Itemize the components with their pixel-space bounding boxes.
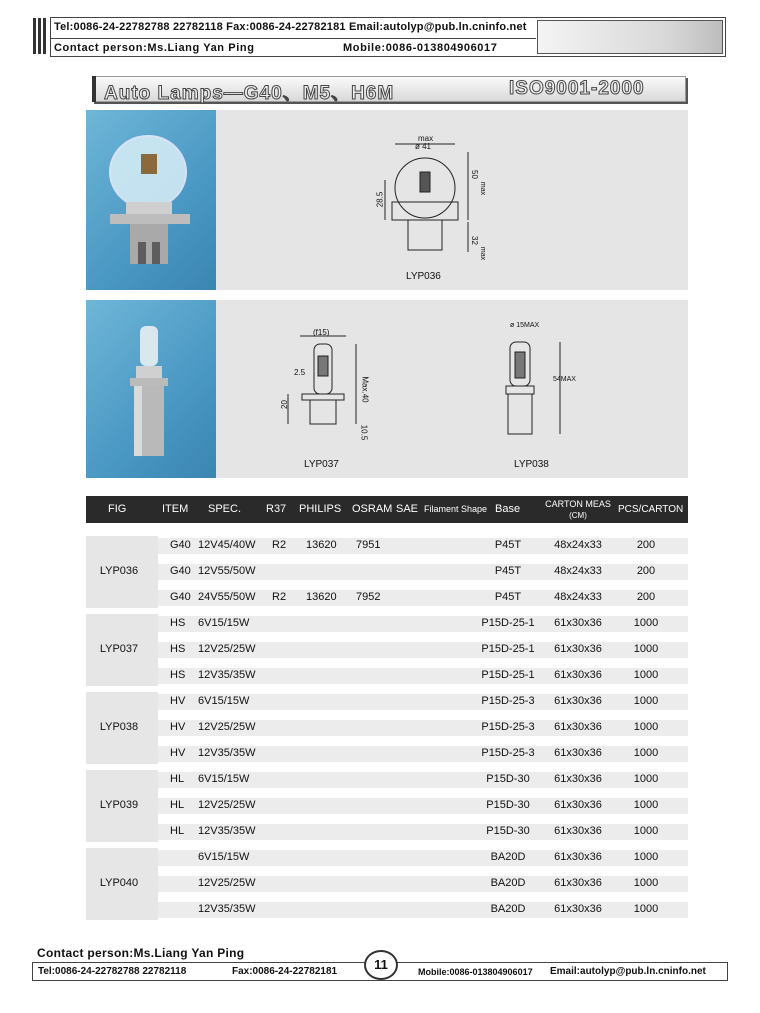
- cell-item: G40: [170, 591, 191, 603]
- footer-mobile: Mobile:0086-013804906017: [418, 967, 533, 977]
- cell-spec: 12V25/25W: [198, 721, 256, 733]
- cell-pcs: 1000: [633, 773, 659, 785]
- col-osram: OSRAM: [352, 503, 393, 515]
- dim-pin-lyp037: 10.5: [359, 424, 369, 441]
- cell-item: HL: [170, 773, 185, 785]
- cell-pcs: 1000: [633, 695, 659, 707]
- col-filament-shape: Filament Shape: [424, 504, 488, 514]
- cell-item: HS: [170, 643, 186, 655]
- cell-base: P15D-25-1: [481, 617, 535, 629]
- cell-meas: 61x30x36: [554, 721, 602, 733]
- cell-base: BA20D: [490, 851, 526, 863]
- cell-meas: 61x30x36: [554, 825, 602, 837]
- cell-pcs: 1000: [633, 643, 659, 655]
- cell-base: P45T: [494, 539, 522, 551]
- header-mobile: Mobile:0086-013804906017: [343, 42, 498, 54]
- cell-spec: 6V15/15W: [198, 617, 250, 629]
- cell-pcs: 200: [636, 539, 656, 551]
- dim-diameter-lyp036: ø 41: [415, 142, 432, 151]
- cell-item: HL: [170, 799, 185, 811]
- cell-philips: 13620: [306, 539, 337, 551]
- cell-meas: 61x30x36: [554, 643, 602, 655]
- cell-spec: 12V35/35W: [198, 669, 256, 681]
- drawing-label-lyp036: LYP036: [406, 271, 441, 282]
- header-contact-person: Contact person:Ms.Liang Yan Ping: [54, 42, 255, 54]
- cell-base: BA20D: [490, 903, 526, 915]
- drawing-label-lyp037: LYP037: [304, 459, 339, 470]
- product-photo-lyp036: [86, 110, 216, 290]
- fig-cell: [86, 692, 158, 764]
- col-carton-unit: (CM): [569, 511, 587, 520]
- dim-f15-lyp037: (f15): [313, 328, 330, 337]
- cell-base: BA20D: [490, 877, 526, 889]
- col-pcs-carton: PCS/CARTON: [618, 504, 684, 515]
- cell-spec: 6V15/15W: [198, 773, 250, 785]
- page-number: 11: [364, 950, 398, 980]
- cell-r37: R2: [272, 539, 287, 551]
- cell-base: P45T: [494, 565, 522, 577]
- cell-base: P15D-25-3: [481, 695, 535, 707]
- cell-spec: 12V55/50W: [198, 565, 256, 577]
- header-decoration-bars: [33, 18, 47, 54]
- cell-meas: 61x30x36: [554, 669, 602, 681]
- certification-label: ISO9001-2000: [509, 78, 645, 99]
- cell-meas: 61x30x36: [554, 773, 602, 785]
- cell-meas: 61x30x36: [554, 877, 602, 889]
- cell-spec: 12V35/35W: [198, 747, 256, 759]
- fig-label: LYP036: [99, 565, 139, 577]
- cell-spec: 6V15/15W: [198, 851, 250, 863]
- col-sae: SAE: [396, 503, 419, 515]
- cell-spec: 12V25/25W: [198, 643, 256, 655]
- col-base: Base: [495, 503, 521, 515]
- cell-item: HS: [170, 617, 186, 629]
- cell-spec: 6V15/15W: [198, 695, 250, 707]
- col-item: ITEM: [162, 503, 189, 515]
- footer-tel: Tel:0086-24-22782788 22782118: [38, 966, 187, 977]
- fig-label: LYP037: [99, 643, 139, 655]
- cell-item: HV: [170, 747, 186, 759]
- cell-base: P15D-30: [486, 825, 530, 837]
- col-philips: PHILIPS: [299, 503, 342, 515]
- table-header: [86, 496, 688, 523]
- cell-pcs: 1000: [633, 669, 659, 681]
- dim-base-lyp036: 32: [469, 236, 479, 245]
- cell-meas: 61x30x36: [554, 747, 602, 759]
- cell-meas: 61x30x36: [554, 799, 602, 811]
- cell-spec: 12V25/25W: [198, 799, 256, 811]
- fig-cell: [86, 536, 158, 608]
- dim-base-lyp037: 20: [279, 400, 289, 409]
- cell-pcs: 1000: [633, 877, 659, 889]
- cell-spec: 24V55/50W: [198, 591, 256, 603]
- product-photo-lyp037: [86, 300, 216, 478]
- cell-base: P45T: [494, 591, 522, 603]
- cell-pcs: 1000: [633, 799, 659, 811]
- technical-drawing-lyp037: [280, 330, 390, 450]
- cell-meas: 61x30x36: [554, 903, 602, 915]
- cell-spec: 12V35/35W: [198, 903, 256, 915]
- cell-meas: 48x24x33: [554, 539, 602, 551]
- cell-meas: 61x30x36: [554, 695, 602, 707]
- cell-item: G40: [170, 565, 191, 577]
- dim-bulb-note-lyp036: max: [479, 181, 487, 196]
- cell-base: P15D-25-1: [481, 669, 535, 681]
- fig-cell: [86, 848, 158, 920]
- drawing-label-lyp038: LYP038: [514, 459, 549, 470]
- cell-item: HV: [170, 695, 186, 707]
- cell-base: P15D-25-1: [481, 643, 535, 655]
- cell-meas: 48x24x33: [554, 565, 602, 577]
- cell-pcs: 1000: [633, 721, 659, 733]
- fig-cell: [86, 614, 158, 686]
- header-divider: [50, 38, 536, 39]
- header-gradient-box: [537, 20, 723, 54]
- cell-item: HL: [170, 825, 185, 837]
- cell-pcs: 200: [636, 591, 656, 603]
- cell-spec: 12V25/25W: [198, 877, 256, 889]
- cell-pcs: 1000: [633, 617, 659, 629]
- cell-pcs: 1000: [633, 747, 659, 759]
- col-r37: R37: [266, 503, 287, 515]
- cell-meas: 61x30x36: [554, 851, 602, 863]
- col-spec: SPEC.: [208, 503, 242, 515]
- cell-r37: R2: [272, 591, 287, 603]
- cell-pcs: 200: [636, 565, 656, 577]
- cell-osram: 7951: [356, 539, 381, 551]
- cell-spec: 12V35/35W: [198, 825, 256, 837]
- dim-top-lyp038: ø 15MAX: [510, 322, 540, 329]
- dim-max-lyp036: max: [418, 134, 434, 143]
- footer-fax: Fax:0086-24-22782181: [232, 966, 338, 977]
- fig-cell: [86, 770, 158, 842]
- cell-item: HV: [170, 721, 186, 733]
- cell-meas: 48x24x33: [554, 591, 602, 603]
- footer-email: Email:autolyp@pub.ln.cninfo.net: [550, 966, 706, 977]
- dim-height-lyp036: 28.5: [375, 191, 385, 208]
- col-carton-meas-label: CARTON MEAS: [545, 499, 611, 509]
- fig-label: LYP038: [99, 721, 139, 733]
- cell-philips: 13620: [306, 591, 337, 603]
- cell-item: HS: [170, 669, 186, 681]
- dim-side-lyp038: 54MAX: [553, 376, 576, 383]
- cell-meas: 61x30x36: [554, 617, 602, 629]
- footer-contact-person: Contact person:Ms.Liang Yan Ping: [37, 946, 245, 960]
- fig-label: LYP040: [99, 877, 139, 889]
- fig-label: LYP039: [99, 799, 139, 811]
- cell-base: P15D-25-3: [481, 721, 535, 733]
- dim-max-lyp037: Max.40: [360, 376, 370, 403]
- cell-pcs: 1000: [633, 903, 659, 915]
- cell-item: G40: [170, 539, 191, 551]
- dim-tab-lyp037: 2.5: [294, 368, 306, 377]
- dim-bulb-lyp036: 50: [469, 170, 479, 179]
- page-title: Auto Lamps—G40、M5、H6M: [104, 83, 395, 104]
- col-fig: FIG: [108, 503, 127, 515]
- dim-base-note-lyp036: max: [479, 246, 487, 261]
- cell-osram: 7952: [356, 591, 381, 603]
- technical-drawing-lyp038: [490, 322, 580, 452]
- cell-pcs: 1000: [633, 851, 659, 863]
- cell-base: P15D-30: [486, 773, 530, 785]
- cell-base: P15D-25-3: [481, 747, 535, 759]
- header-contact-line: Tel:0086-24-22782788 22782118 Fax:0086-24-22782181 Email:autolyp@pub.ln.cninfo.net: [54, 21, 527, 33]
- col-carton-meas: [542, 499, 614, 510]
- cell-base: P15D-30: [486, 799, 530, 811]
- cell-spec: 12V45/40W: [198, 539, 256, 551]
- cell-pcs: 1000: [633, 825, 659, 837]
